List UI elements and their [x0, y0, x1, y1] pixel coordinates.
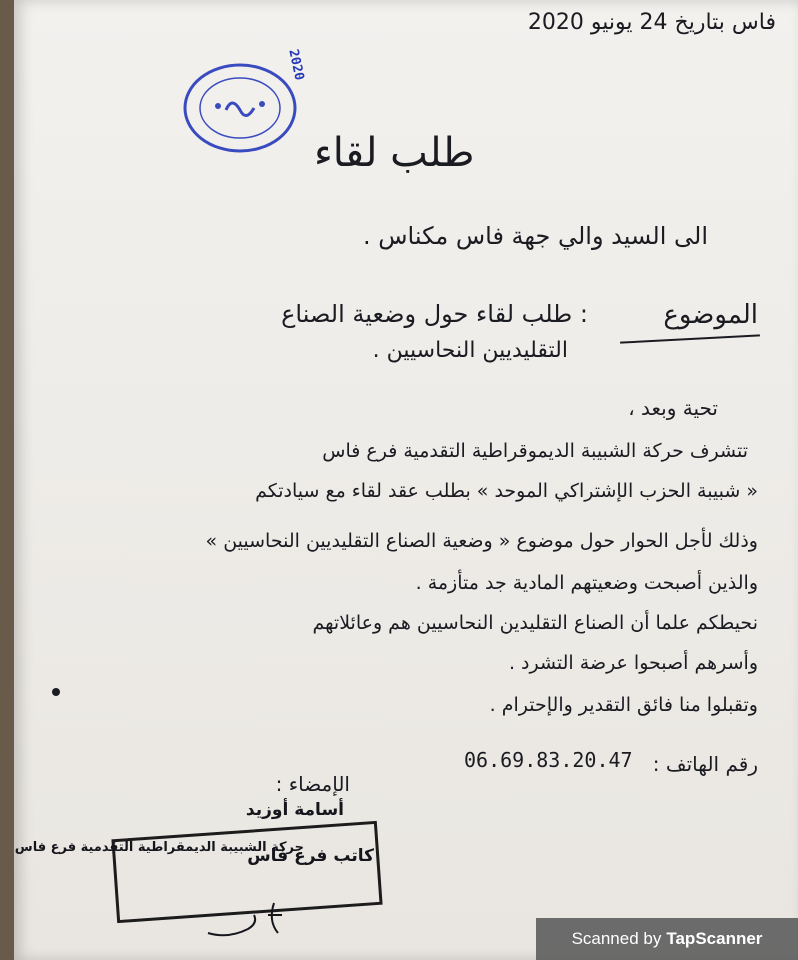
official-round-stamp [182, 62, 298, 154]
signatory-title: كاتب فرع فاس [247, 846, 374, 866]
blue-date-stamp: 2020 [285, 48, 307, 82]
signatory-name: أسامة أوزيد [245, 800, 344, 820]
subject-underline [620, 334, 760, 343]
phone-label: رقم الهاتف : [652, 752, 758, 776]
greeting: تحية وبعد ، [628, 396, 718, 420]
body-line: تتشرف حركة الشبيبة الديموقراطية التقدمية فرع فاس [322, 440, 748, 462]
subject-label: الموضوع [663, 300, 758, 330]
letter-page [14, 0, 798, 960]
subject-text-continued: التقليديين النحاسيين . [372, 338, 568, 363]
date-line: فاس بتاريخ 24 يونيو 2020 [527, 10, 776, 35]
ink-dot [52, 688, 60, 696]
handwritten-signature [204, 895, 314, 945]
body-line: « شبيبة الحزب الإشتراكي الموحد » بطلب عقد لقاء مع سيادتكم [255, 480, 758, 502]
subject-text: : طلب لقاء حول وضعية الصناع [281, 300, 588, 328]
body-line: وتقبلوا منا فائق التقدير والإحترام . [489, 694, 758, 716]
scanner-watermark [536, 918, 798, 960]
stamp-text: حركة الشبيبة الديمقراطية التقدمية فرع فاس [14, 840, 304, 855]
body-line: والذين أصبحت وضعيتهم المادية جد متأزمة . [415, 572, 758, 594]
letter-title: طلب لقاء [314, 130, 475, 176]
scanner-prefix: Scanned by [571, 929, 662, 948]
phone-number: 06.69.83.20.47 [464, 748, 633, 772]
signature-label: الإمضاء : [275, 772, 350, 796]
recipient-line: الى السيد والي جهة فاس مكناس . [363, 222, 708, 250]
body-line: وذلك لأجل الحوار حول موضوع « وضعية الصناع التقليديين النحاسيين » [205, 530, 758, 552]
body-line: نحيطكم علما أن الصناع التقليدين النحاسيين هم وعائلاتهم [312, 612, 758, 634]
body-line: وأسرهم أصبحوا عرضة التشرد . [508, 652, 758, 674]
scanner-brand: TapScanner [666, 929, 763, 948]
